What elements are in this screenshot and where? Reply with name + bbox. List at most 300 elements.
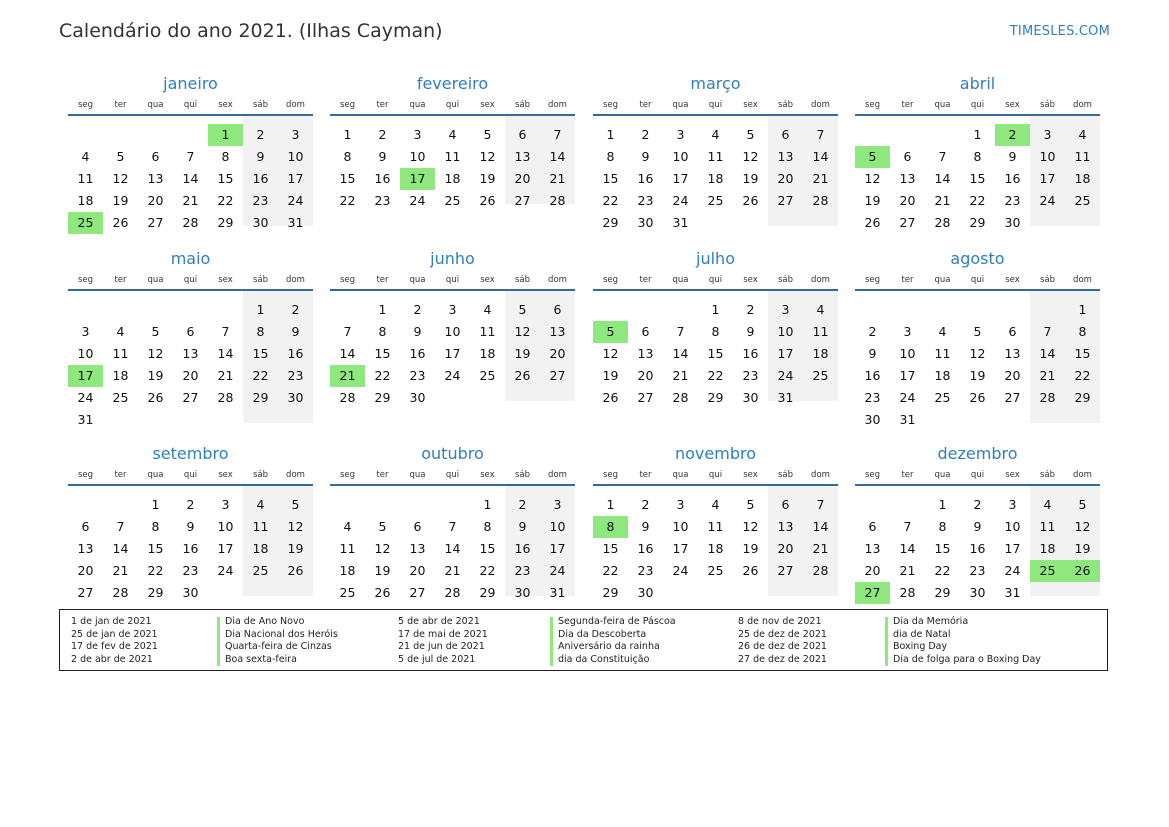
day-cell: 2	[378, 127, 387, 142]
day-cell: 22	[217, 193, 234, 208]
legend-holiday-name: Dia Nacional dos Heróis	[225, 628, 338, 640]
month-header-rule	[68, 114, 313, 116]
day-cell: 27	[77, 585, 94, 600]
day-cell: 2	[868, 324, 877, 339]
day-cell: 29	[707, 390, 724, 405]
weekday-label: ter	[114, 275, 127, 285]
day-cell: 7	[816, 497, 825, 512]
day-cell: 31	[899, 412, 916, 427]
day-cell: 3	[676, 497, 685, 512]
day-cell: 1	[606, 497, 615, 512]
weekday-label: sáb	[777, 275, 794, 285]
weekday-label: ter	[376, 275, 389, 285]
day-cell: 3	[221, 497, 230, 512]
holiday-day-cell: 26	[1065, 560, 1100, 582]
day-cell: 29	[1074, 390, 1091, 405]
day-cell: 6	[641, 324, 650, 339]
day-cell: 26	[742, 193, 759, 208]
day-cell: 30	[637, 585, 654, 600]
day-cell: 20	[409, 563, 426, 578]
month-title: setembro	[152, 444, 229, 463]
weekday-label: qua	[147, 100, 164, 110]
day-cell: 13	[777, 519, 794, 534]
weekday-label: dom	[548, 100, 567, 110]
weekday-label: ter	[901, 100, 914, 110]
day-cell: 15	[602, 171, 619, 186]
day-cell: 28	[112, 585, 129, 600]
weekday-label: sex	[480, 275, 495, 285]
day-cell: 18	[1039, 541, 1056, 556]
day-cell: 29	[217, 215, 234, 230]
day-cell: 20	[864, 563, 881, 578]
legend-holiday-name: Quarta-feira de Cinzas	[225, 641, 332, 653]
day-cell: 14	[549, 149, 566, 164]
day-cell: 1	[483, 497, 492, 512]
day-cell: 27	[637, 390, 654, 405]
day-cell: 16	[182, 541, 199, 556]
day-cell: 21	[1039, 368, 1056, 383]
weekday-label: seg	[339, 470, 356, 480]
weekday-label: sex	[218, 470, 233, 480]
day-cell: 6	[553, 302, 562, 317]
day-cell: 7	[186, 149, 195, 164]
day-cell: 28	[1039, 390, 1056, 405]
day-cell: 7	[938, 149, 947, 164]
day-cell: 21	[112, 563, 129, 578]
day-cell: 30	[409, 390, 426, 405]
day-cell: 12	[1074, 519, 1091, 534]
month-title: dezembro	[937, 444, 1018, 463]
legend-holiday-name: Dia de folga para o Boxing Day	[893, 653, 1041, 665]
month-title: agosto	[950, 249, 1005, 268]
legend-date: 27 de dez de 2021	[738, 653, 827, 665]
day-cell: 11	[339, 541, 356, 556]
day-cell: 2	[256, 127, 265, 142]
day-cell: 1	[378, 302, 387, 317]
day-cell: 6	[186, 324, 195, 339]
day-cell: 15	[934, 541, 951, 556]
day-cell: 26	[112, 215, 129, 230]
day-cell: 4	[343, 519, 352, 534]
day-cell: 12	[864, 171, 881, 186]
day-cell: 16	[374, 171, 391, 186]
weekday-label: qui	[708, 470, 723, 480]
day-cell: 23	[409, 368, 426, 383]
day-cell: 10	[77, 346, 94, 361]
day-cell: 12	[287, 519, 304, 534]
day-cell: 9	[868, 346, 877, 361]
weekday-label: qua	[672, 275, 689, 285]
weekday-label: qui	[708, 275, 723, 285]
day-cell: 14	[217, 346, 234, 361]
day-cell: 24	[409, 193, 426, 208]
day-cell: 22	[707, 368, 724, 383]
day-cell: 17	[1004, 541, 1021, 556]
weekday-label: ter	[639, 275, 652, 285]
day-cell: 15	[602, 541, 619, 556]
day-cell: 29	[602, 215, 619, 230]
day-cell: 31	[549, 585, 566, 600]
day-cell: 2	[413, 302, 422, 317]
weekday-label: dom	[548, 275, 567, 285]
day-cell: 23	[287, 368, 304, 383]
day-cell: 17	[672, 541, 689, 556]
day-cell: 11	[444, 149, 461, 164]
day-cell: 5	[116, 149, 125, 164]
legend-date: 8 de nov de 2021	[738, 616, 822, 627]
day-cell: 20	[1004, 368, 1021, 383]
weekday-label: dom	[1073, 275, 1092, 285]
holiday-day-cell: 27	[855, 582, 890, 604]
day-cell: 10	[1004, 519, 1021, 534]
day-cell: 5	[746, 127, 755, 142]
day-cell: 11	[1074, 149, 1091, 164]
day-cell: 25	[112, 390, 129, 405]
day-cell: 15	[217, 171, 234, 186]
weekday-label: qui	[445, 470, 460, 480]
day-cell: 20	[182, 368, 199, 383]
month-header-rule	[593, 114, 838, 116]
day-cell: 5	[746, 497, 755, 512]
weekday-label: dom	[811, 100, 830, 110]
weekday-label: qua	[409, 275, 426, 285]
day-cell: 4	[816, 302, 825, 317]
day-cell: 15	[969, 171, 986, 186]
day-cell: 22	[602, 193, 619, 208]
day-cell: 9	[413, 324, 422, 339]
day-cell: 12	[742, 519, 759, 534]
day-cell: 12	[479, 149, 496, 164]
weekday-label: qui	[445, 100, 460, 110]
legend-names-col-1	[225, 616, 338, 666]
weekday-label: sex	[1005, 100, 1020, 110]
day-cell: 23	[637, 563, 654, 578]
day-cell: 24	[899, 390, 916, 405]
day-cell: 11	[479, 324, 496, 339]
day-cell: 20	[147, 193, 164, 208]
day-cell: 26	[147, 390, 164, 405]
day-cell: 30	[514, 585, 531, 600]
day-cell: 25	[339, 585, 356, 600]
weekday-label: qui	[970, 275, 985, 285]
legend-date: 26 de dez de 2021	[738, 641, 827, 653]
day-cell: 11	[934, 346, 951, 361]
day-cell: 25	[444, 193, 461, 208]
day-cell: 6	[151, 149, 160, 164]
day-cell: 9	[518, 519, 527, 534]
day-cell: 4	[711, 127, 720, 142]
day-cell: 22	[252, 368, 269, 383]
month-header-rule	[855, 114, 1100, 116]
day-cell: 15	[707, 346, 724, 361]
day-cell: 23	[514, 563, 531, 578]
day-cell: 13	[77, 541, 94, 556]
day-cell: 8	[483, 519, 492, 534]
day-cell: 18	[934, 368, 951, 383]
day-cell: 9	[378, 149, 387, 164]
weekday-label: sáb	[514, 470, 531, 480]
day-cell: 23	[1004, 193, 1021, 208]
weekday-label: ter	[639, 100, 652, 110]
weekday-label: qui	[183, 100, 198, 110]
day-cell: 3	[781, 302, 790, 317]
day-cell: 28	[812, 193, 829, 208]
day-cell: 28	[444, 585, 461, 600]
day-cell: 30	[1004, 215, 1021, 230]
day-cell: 20	[777, 541, 794, 556]
month-header-rule	[330, 289, 575, 291]
weekday-label: sex	[218, 275, 233, 285]
day-cell: 3	[1008, 497, 1017, 512]
month-header-rule	[330, 114, 575, 116]
day-cell: 12	[602, 346, 619, 361]
day-cell: 28	[812, 563, 829, 578]
weekday-label: ter	[901, 470, 914, 480]
day-cell: 29	[934, 585, 951, 600]
day-cell: 22	[602, 563, 619, 578]
day-cell: 8	[973, 149, 982, 164]
weekday-label: seg	[339, 100, 356, 110]
day-cell: 18	[707, 171, 724, 186]
day-cell: 26	[479, 193, 496, 208]
day-cell: 15	[339, 171, 356, 186]
day-cell: 4	[81, 149, 90, 164]
day-cell: 21	[934, 193, 951, 208]
day-cell: 29	[969, 215, 986, 230]
day-cell: 17	[672, 171, 689, 186]
day-cell: 8	[378, 324, 387, 339]
weekday-label: qua	[409, 100, 426, 110]
weekday-label: qui	[183, 470, 198, 480]
day-cell: 19	[514, 346, 531, 361]
day-cell: 28	[339, 390, 356, 405]
day-cell: 5	[483, 127, 492, 142]
day-cell: 27	[409, 585, 426, 600]
day-cell: 19	[147, 368, 164, 383]
day-cell: 31	[672, 215, 689, 230]
day-cell: 12	[147, 346, 164, 361]
day-cell: 8	[221, 149, 230, 164]
day-cell: 25	[479, 368, 496, 383]
day-cell: 5	[378, 519, 387, 534]
weekday-label: sex	[218, 100, 233, 110]
day-cell: 30	[637, 215, 654, 230]
weekday-label: seg	[77, 100, 94, 110]
weekday-label: sex	[1005, 275, 1020, 285]
day-cell: 26	[969, 390, 986, 405]
day-cell: 20	[637, 368, 654, 383]
day-cell: 1	[973, 127, 982, 142]
day-cell: 28	[217, 390, 234, 405]
day-cell: 21	[812, 171, 829, 186]
day-cell: 10	[672, 149, 689, 164]
day-cell: 23	[969, 563, 986, 578]
day-cell: 4	[116, 324, 125, 339]
holiday-day-cell: 2	[995, 124, 1030, 146]
weekday-label: ter	[114, 100, 127, 110]
day-cell: 7	[676, 324, 685, 339]
day-cell: 3	[413, 127, 422, 142]
weekday-label: qua	[672, 100, 689, 110]
legend-dates-col-3	[738, 616, 827, 666]
day-cell: 27	[182, 390, 199, 405]
day-cell: 18	[339, 563, 356, 578]
weekday-label: qua	[934, 470, 951, 480]
weekday-label: sáb	[1039, 100, 1056, 110]
weekday-label: seg	[864, 470, 881, 480]
day-cell: 12	[969, 346, 986, 361]
day-cell: 16	[409, 346, 426, 361]
day-cell: 18	[479, 346, 496, 361]
day-cell: 24	[287, 193, 304, 208]
day-cell: 13	[182, 346, 199, 361]
day-cell: 19	[742, 541, 759, 556]
day-cell: 27	[899, 215, 916, 230]
day-cell: 29	[479, 585, 496, 600]
day-cell: 31	[1004, 585, 1021, 600]
day-cell: 19	[864, 193, 881, 208]
holiday-day-cell: 25	[68, 212, 103, 234]
day-cell: 8	[256, 324, 265, 339]
day-cell: 21	[899, 563, 916, 578]
weekday-label: dom	[286, 275, 305, 285]
day-cell: 4	[1043, 497, 1052, 512]
weekday-label: qua	[409, 470, 426, 480]
month-title: março	[690, 74, 741, 93]
day-cell: 19	[742, 171, 759, 186]
weekday-label: dom	[811, 470, 830, 480]
day-cell: 13	[1004, 346, 1021, 361]
day-cell: 19	[112, 193, 129, 208]
day-cell: 3	[553, 497, 562, 512]
day-cell: 23	[637, 193, 654, 208]
day-cell: 6	[1008, 324, 1017, 339]
day-cell: 13	[147, 171, 164, 186]
day-cell: 3	[1043, 127, 1052, 142]
day-cell: 6	[868, 519, 877, 534]
day-cell: 10	[409, 149, 426, 164]
day-cell: 2	[973, 497, 982, 512]
day-cell: 6	[81, 519, 90, 534]
day-cell: 5	[1078, 497, 1087, 512]
day-cell: 2	[518, 497, 527, 512]
day-cell: 18	[112, 368, 129, 383]
holiday-day-cell: 25	[1030, 560, 1065, 582]
holiday-day-cell: 17	[68, 365, 103, 387]
day-cell: 27	[1004, 390, 1021, 405]
holiday-day-cell: 5	[855, 146, 890, 168]
day-cell: 6	[903, 149, 912, 164]
day-cell: 10	[899, 346, 916, 361]
day-cell: 13	[637, 346, 654, 361]
day-cell: 13	[899, 171, 916, 186]
day-cell: 7	[343, 324, 352, 339]
weekday-label: seg	[77, 470, 94, 480]
day-cell: 8	[151, 519, 160, 534]
day-cell: 12	[374, 541, 391, 556]
day-cell: 19	[1074, 541, 1091, 556]
weekday-label: qua	[934, 275, 951, 285]
day-cell: 9	[641, 519, 650, 534]
day-cell: 10	[672, 519, 689, 534]
day-cell: 5	[291, 497, 300, 512]
day-cell: 2	[291, 302, 300, 317]
day-cell: 31	[777, 390, 794, 405]
day-cell: 26	[864, 215, 881, 230]
day-cell: 24	[217, 563, 234, 578]
month-header-rule	[68, 484, 313, 486]
day-cell: 7	[553, 127, 562, 142]
day-cell: 2	[641, 127, 650, 142]
legend-holiday-name: Dia da Descoberta	[558, 628, 647, 640]
day-cell: 10	[287, 149, 304, 164]
weekday-label: seg	[864, 100, 881, 110]
day-cell: 6	[518, 127, 527, 142]
page-title: Calendário do ano 2021. (Ilhas Cayman)	[59, 20, 443, 42]
day-cell: 18	[77, 193, 94, 208]
legend-date: 5 de jul de 2021	[398, 653, 476, 665]
day-cell: 6	[781, 497, 790, 512]
day-cell: 10	[444, 324, 461, 339]
day-cell: 6	[413, 519, 422, 534]
day-cell: 8	[343, 149, 352, 164]
holiday-day-cell: 8	[593, 516, 628, 538]
day-cell: 11	[1039, 519, 1056, 534]
weekday-label: seg	[602, 100, 619, 110]
weekday-label: sáb	[252, 100, 269, 110]
day-cell: 14	[1039, 346, 1056, 361]
day-cell: 20	[549, 346, 566, 361]
day-cell: 29	[602, 585, 619, 600]
weekday-label: sáb	[1039, 470, 1056, 480]
day-cell: 25	[812, 368, 829, 383]
day-cell: 22	[969, 193, 986, 208]
day-cell: 10	[777, 324, 794, 339]
day-cell: 18	[252, 541, 269, 556]
weekday-label: qua	[147, 275, 164, 285]
day-cell: 26	[287, 563, 304, 578]
month-title: julho	[696, 249, 735, 268]
day-cell: 14	[812, 519, 829, 534]
day-cell: 23	[742, 368, 759, 383]
day-cell: 13	[549, 324, 566, 339]
weekday-label: seg	[77, 275, 94, 285]
weekday-label: sáb	[777, 100, 794, 110]
day-cell: 17	[217, 541, 234, 556]
day-cell: 22	[479, 563, 496, 578]
day-cell: 1	[606, 127, 615, 142]
day-cell: 29	[147, 585, 164, 600]
day-cell: 13	[777, 149, 794, 164]
legend-date: 25 de dez de 2021	[738, 628, 827, 640]
day-cell: 16	[514, 541, 531, 556]
brand-link[interactable]: TIMESLES.COM	[1009, 24, 1110, 39]
day-cell: 11	[812, 324, 829, 339]
day-cell: 2	[641, 497, 650, 512]
weekday-label: sex	[743, 275, 758, 285]
day-cell: 4	[938, 324, 947, 339]
day-cell: 24	[777, 368, 794, 383]
day-cell: 30	[864, 412, 881, 427]
day-cell: 3	[676, 127, 685, 142]
day-cell: 7	[903, 519, 912, 534]
day-cell: 30	[969, 585, 986, 600]
day-cell: 2	[186, 497, 195, 512]
day-cell: 16	[252, 171, 269, 186]
day-cell: 3	[81, 324, 90, 339]
day-cell: 18	[444, 171, 461, 186]
month-title: junho	[430, 249, 475, 268]
